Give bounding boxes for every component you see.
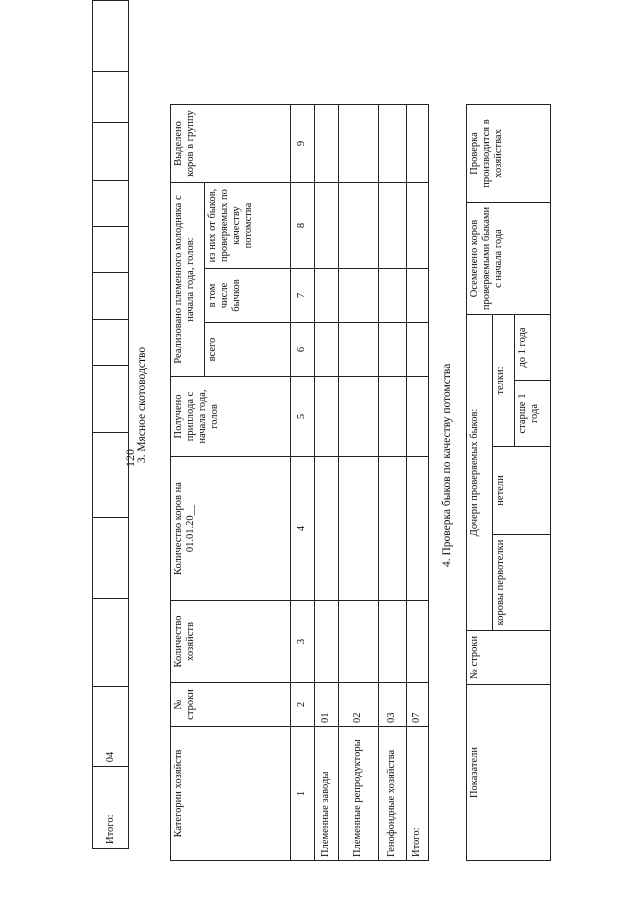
header-calves: телки: bbox=[493, 315, 515, 447]
column-numbers-row: 1 2 3 4 5 6 7 8 9 bbox=[291, 105, 315, 861]
header-sold-bulls: в том числе бычков bbox=[205, 269, 291, 323]
header-daughters: Дочери проверяемых быков: bbox=[467, 315, 493, 631]
header-farm-check: Проверка производится в хозяйствах bbox=[467, 105, 551, 203]
table-row: Племенные заводы 01 bbox=[315, 105, 339, 861]
total-code: 04 bbox=[93, 686, 129, 766]
header-sold-tested: из них от быков, проверяемых по качеству потомства bbox=[205, 183, 291, 269]
header-row-no: № строки bbox=[171, 683, 291, 727]
header-inseminated: Осеменено коров проверяемыми быками с начала года bbox=[467, 203, 551, 315]
header-cows-first: коровы первотелки bbox=[493, 535, 551, 631]
table-row: Генофондные хозяйства 03 bbox=[379, 105, 407, 861]
section3-table bbox=[170, 104, 429, 861]
header-farms-count: Количество хозяйств bbox=[171, 601, 291, 683]
header-allocated: Выделено коров в группу bbox=[171, 105, 291, 183]
header-under-1y: до 1 года bbox=[515, 315, 551, 381]
header-sold-group: Реализовано племенного молодняка с начала года, голов: bbox=[171, 183, 205, 377]
top-total-table bbox=[92, 0, 129, 849]
header-cows-count: Количество коров на 01.01.20__ bbox=[171, 457, 291, 601]
table-row: Племенные репродукторы 02 bbox=[339, 105, 379, 861]
total-label: Итого: bbox=[93, 767, 129, 849]
header-category: Категории хозяйств bbox=[171, 727, 291, 861]
header-heifers: нетели bbox=[493, 447, 551, 535]
header-older-1y: старше 1 года bbox=[515, 381, 551, 447]
header-sold-total: всего bbox=[205, 323, 291, 377]
header-indicators: Показатели bbox=[467, 685, 551, 861]
header-offspring: Получено приплода с начала года, голов bbox=[171, 377, 291, 457]
section3-title: 3. Мясное скотоводство bbox=[136, 346, 148, 464]
table-row: Итого: 07 bbox=[407, 105, 429, 861]
section4-table bbox=[466, 104, 551, 861]
page-number: 120 bbox=[123, 449, 137, 467]
header-row-no-4: № строки bbox=[467, 631, 551, 685]
section4-title: 4. Проверка быков по качеству потомства bbox=[441, 363, 453, 567]
